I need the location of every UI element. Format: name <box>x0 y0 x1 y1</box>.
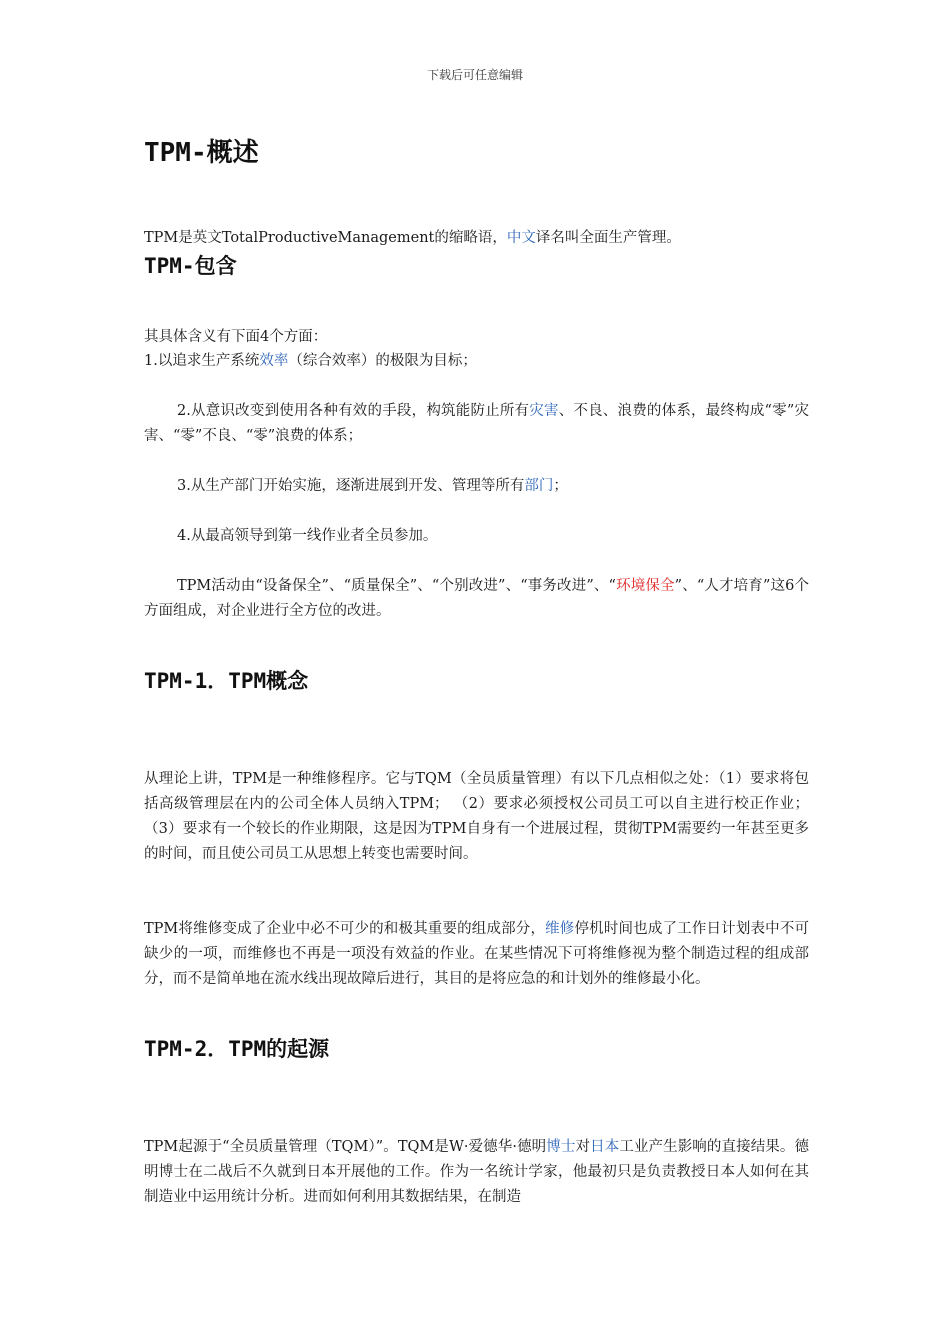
list-item-2: 2.从意识改变到使用各种有效的手段，构筑能防止所有灾害、不良、浪费的体系，最终构成“零”灾害、“零”不良、“零”浪费的体系； <box>144 403 810 444</box>
intro-paragraph: TPM是英文TotalProductiveManagement的缩略语，中文译名叫全面生产管理。 <box>144 230 681 246</box>
link-department[interactable]: 部门 <box>524 478 554 494</box>
link-maintenance[interactable]: 维修 <box>545 921 575 937</box>
section-heading-contains: TPM-包含 <box>144 254 237 278</box>
link-doctor[interactable]: 博士 <box>546 1139 576 1155</box>
link-environment[interactable]: 环境保全 <box>615 578 675 594</box>
list-item-1: 1.以追求生产系统效率（综合效率）的极限为目标； <box>144 353 477 369</box>
link-chinese[interactable]: 中文 <box>506 230 536 246</box>
contains-lead: 其具体含义有下面4个方面： <box>144 329 328 345</box>
section-heading-concept: TPM-1．TPM概念 <box>144 669 309 693</box>
link-efficiency[interactable]: 效率 <box>259 353 289 369</box>
list-item-3: 3.从生产部门开始实施，逐渐进展到开发、管理等所有部门； <box>177 478 568 494</box>
document-title: TPM-概述 <box>144 138 259 168</box>
concept-paragraph-2: TPM将维修变成了企业中必不可少的和极其重要的组成部分，维修停机时间也成了工作日计划表中不可缺少的一项，而维修也不再是一项没有效益的作业。在某些情况下可将维修视为整个制造过程的组成部分，而不是简单地在流水线出现故障后进行，其目的是将应急的和计划外的维修最小化。 <box>144 921 810 987</box>
page-header: 下载后可任意编辑 <box>426 68 523 82</box>
list-item-4: 4.从最高领导到第一线作业者全员参加。 <box>177 528 438 544</box>
link-disaster[interactable]: 灾害 <box>529 403 559 419</box>
origin-paragraph: TPM起源于“全员质量管理（TQM）”。TQM是W·爱德华·德明博士对日本工业产生影响的直接结果。德明博士在二战后不久就到日本开展他的工作。作为一名统计学家，他最初只是负责教授日本人如何在其制造业中运用统计分析。进而如何利用其数据结果，在制造 <box>144 1139 810 1205</box>
activities-paragraph: TPM活动由“设备保全”、“质量保全”、“个别改进”、“事务改进”、“环境保全”、“人才培育”这6个方面组成，对企业进行全方位的改进。 <box>144 578 809 619</box>
link-japan[interactable]: 日本 <box>590 1139 620 1155</box>
concept-paragraph-1: 从理论上讲，TPM是一种维修程序。它与TQM（全员质量管理）有以下几点相似之处：（1）要求将包括高级管理层在内的公司全体人员纳入TPM； （2）要求必须授权公司员工可以自主进行校正作业； （3）要求有一个较长的作业期限，这是因为TPM自身有一个进展过程，贯彻TPM需要约一年甚至更多的时间，而且使公司员工从思想上转变也需要时间。 <box>144 771 809 862</box>
section-heading-origin: TPM-2．TPM的起源 <box>144 1037 330 1061</box>
